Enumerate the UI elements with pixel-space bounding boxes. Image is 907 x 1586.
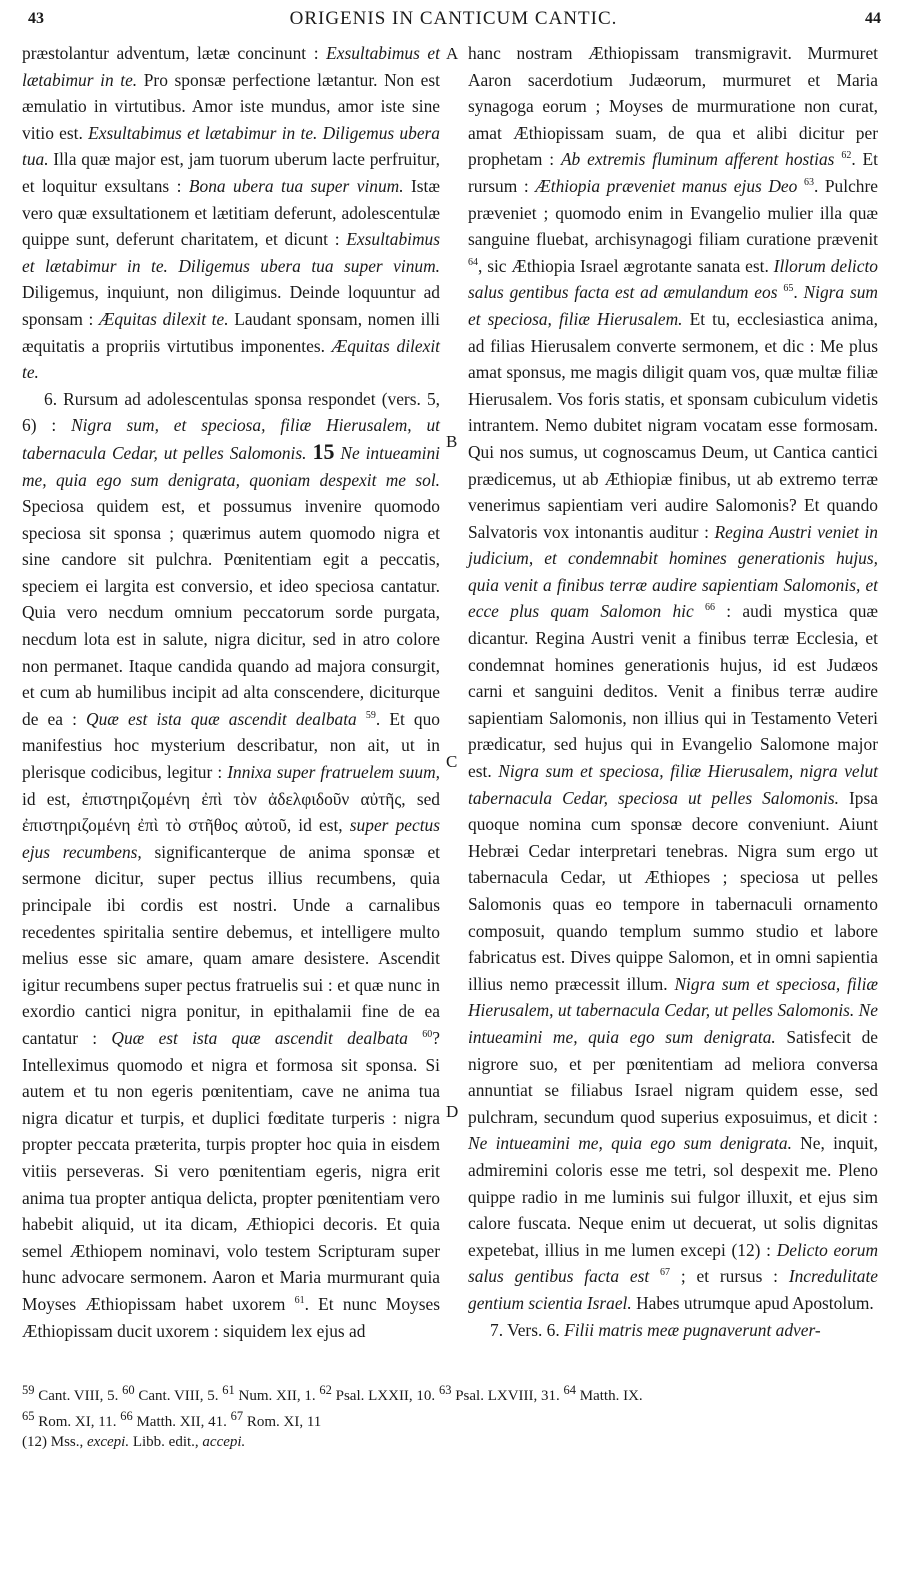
margin-marker-b: B <box>446 432 458 451</box>
footnotes <box>22 1380 882 1432</box>
footnote-line-1: $^{59}$ Cant. VIII, 5. $^{60}$ Cant. VIII, 5. $^{61}$ Num. XII, 1. $^{62}$ Psal. LXXII, 10. $^{63}$ Psal. LXVIII, 31. $^{64}$ Matth. IX. <box>22 1383 643 1404</box>
critical-note: (12) Mss., excepi. Libb. edit., accepi. <box>22 1434 246 1450</box>
page-number-right: 44 <box>865 10 881 27</box>
left-paragraph-1: præstolantur adventum, lætæ concinunt : Exsultabimus et lætabimur in te. Pro sponsæ perfectione lætantur. Non est æmulatio in virtutibus. Amor iste mundus, amor iste sine vitio est. Exsultabimus et lætabimur in te. Diligemus ubera tua. Illa quæ major est, jam tuorum uberum lacte perfruitur, et loquitur exsultans : Bona ubera tua super vinum. Istæ vero quæ exsultationem et lætitiam deferunt, adolescentulæ quippe sunt, deferunt charitatem, et dicunt : Exsultabimus et lætabimur in te. Diligemus ubera tua super vinum. Diligemus, inquiunt, non diligimus. Deinde loquuntur ad sponsam : Æquitas dilexit te. Laudant sponsam, nomen illi æquitatis a propriis virtutibus imponentes. Æquitas dilexit te. <box>22 43 441 383</box>
running-title: ORIGENIS IN CANTICUM CANTIC. <box>289 8 618 29</box>
left-column <box>22 40 440 1344</box>
margin-marker-a: A <box>446 44 459 63</box>
right-column <box>468 40 878 1343</box>
left-paragraph-2: 6. Rursum ad adolescentulas sponsa respondet (vers. 5, 6) : Nigra sum, et speciosa, filiæ Hierusalem, ut tabernacula Cedar, ut pelles Salomonis. 15 Ne intueamini me, quia ego sum denigrata, quoniam despexit me sol. Speciosa quidem est, et possumus invenire quomodo speciosa sit sponsa ; quærimus autem quomodo nigra et sine candore sit pulchra. Pœnitentiam egit a peccatis, speciem ei largita est conversio, et ideo speciosa cantatur. Quia vero necdum omnium peccatorum sorde purgata, necdum lota est in salute, nigra dicitur, sed in atro colore non permanet. Itaque candida quando ad majora consurgit, et cum ab humilibus incipit ad alta conscendere, diciturque de ea : Quæ est ista quæ ascendit dealbata $^{59}$. Et quo manifestius hoc mysterium describatur, non ait, ut in plerisque codicibus, legitur : Innixa super fratruelem suum, id est, ἐπιστηριζομένη ἐπὶ τὸν ἀδελφιδοῦν αὐτῆς, sed ἐπιστηριζομένη ἐπὶ τὸ στῆθος αὐτοῦ, id est, super pectus ejus recumbens, significanterque de anima sponsæ et sermone dicitur, super pectus illius recumbens, quia principale ibi cordis est nostri. Unde a carnalibus recedentes spiritalia sentire debemus, et intelligere multo melius esse sic amare, quam amare desistere. Ascendit igitur recumbens super pectus fratruelis sui : et quæ nunc in exordio cantici nigra ponitur, in epithalamii fine de ea cantatur : Quæ est ista quæ ascendit dealbata $^{60}$? Intelleximus quomodo et nigra et formosa sit sponsa. Si autem et tu non egeris pœnitentiam, cave ne anima tua nigra dicatur et turpis, et duplici fœditate turperis : nigra propter peccata præterita, turpis propter hoc quia in eisdem vitiis perseveras. Si vero pœnitentiam egeris, nigra erit anima tua propter antiqua delicta, propter pœnitentiam vero habebit aliquid, ut ita dicam, Æthiopici decoris. Et quia semel Æthiopem nominavi, volo testem Scripturam super hunc advocare sermonem. Aaron et Maria murmurant quia Moyses Æthiopissam habet uxorem $^{61}$. Et nunc Moyses Æthiopissam ducit uxorem : siquidem lex ejus ad <box>22 388 441 1341</box>
right-paragraph-2: 7. Vers. 6. Filii matris meæ pugnaverunt adver- <box>490 1319 821 1340</box>
page-number-left: 43 <box>28 10 44 27</box>
footnote-line-2: $^{65}$ Rom. XI, 11. $^{66}$ Matth. XII, 41. $^{67}$ Rom. XI, 11 <box>22 1409 322 1430</box>
margin-marker-d: D <box>446 1102 459 1121</box>
right-paragraph-1: hanc nostram Æthiopissam transmigravit. Murmuret Aaron sacerdotium Judæorum, murmuret et Maria synagoga eorum ; Moyses de murmuratione non curat, amat Æthiopissam suam, de qua et alibi dicitur per prophetam : Ab extremis fluminum afferent hostias $^{62}$. Et rursum : Æthiopia præveniet manus ejus Deo $^{63}$. Pulchre præveniet ; quomodo enim in Evangelio mulier illa quæ sanguine fluebat, archisynagogi filiam curatione prævenit $^{64}$, sic Æthiopia Israel ægrotante sanata est. Illorum delicto salus gentibus facta est ad æmulandum eos $^{65}$. Nigra sum et speciosa, filiæ Hierusalem. Et tu, ecclesiastica anima, ad filias Hierusalem converte sermonem, et dic : Me plus amat sponsus, me magis diligit quam vos, quæ multæ filiæ Hierusalem. Vos foris statis, et sponsam cubiculum videtis intrantem. Nemo dubitet nigram vocatam esse formosam. Qui nos sumus, ut cognoscamus Deum, ut Cantica cantici prædicemus, ut ab Æthiopiæ finibus, ut ab extremo terræ venerimus sapientiam veri audire Salomonis? Et quando Salvatoris vox intonantis auditur : Regina Austri veniet in judicium, et condemnabit homines generationis hujus, quia venit a finibus terræ audire sapientiam Salomonis, et ecce plus quam Salomon hic $^{66}$ : audi mystica quæ dicantur. Regina Austri venit a finibus terræ Ecclesia, et condemnat homines generationis hujus, id est Judæos carni et sanguini deditos. Venit a finibus terræ audire sapientiam Salomonis, non illius qui in Testamento Veteri prædicatur, sed hujus qui in Evangelio Salomone major est. Nigra sum et speciosa, filiæ Hierusalem, nigra velut tabernacula Cedar, speciosa ut pelles Salomonis. Ipsa quoque nomina cum sponsæ decore conveniunt. Aiunt Hebræi Cedar interpretari tenebras. Nigra sum ergo ut tabernacula Cedar, ut Æthiopes ; speciosa ut pelles Salomonis quas eo tempore in tabernaculi ornamento composuit, quando templum summo studio et labore fabricatus est. Dives quippe Salomon, et in omni sapientia illius nemo præcessit illum. Nigra sum et speciosa, filiæ Hierusalem, ut tabernacula Cedar, ut pelles Salomonis. Ne intueamini me, quia ego sum denigrata. Satisfecit de nigrore suo, et per pœnitentiam ad meliora conversa annuntiat se filiabus Israel nigram quidem esse, sed pulchram, secundum quod superius exposuimus, et dicit : Ne intueamini me, quia ego sum denigrata. Ne, inquit, admiremini coloris esse me tetri, sol despexit me. Pleno quippe radio in me luminis sui fulgor illuxit, et ejus sim calore fuscata. Neque enim ut decuerat, ut solis dignitas expetebat, illius in me lumen excepi (12) : Delicto eorum salus gentibus facta est $^{67}$ ; et rursus : Incredulitate gentium scientia Israel. Habes utrumque apud Apostolum. <box>468 43 879 1313</box>
margin-marker-c: C <box>446 752 458 771</box>
critical-apparatus <box>22 1432 882 1452</box>
running-header <box>0 6 907 32</box>
